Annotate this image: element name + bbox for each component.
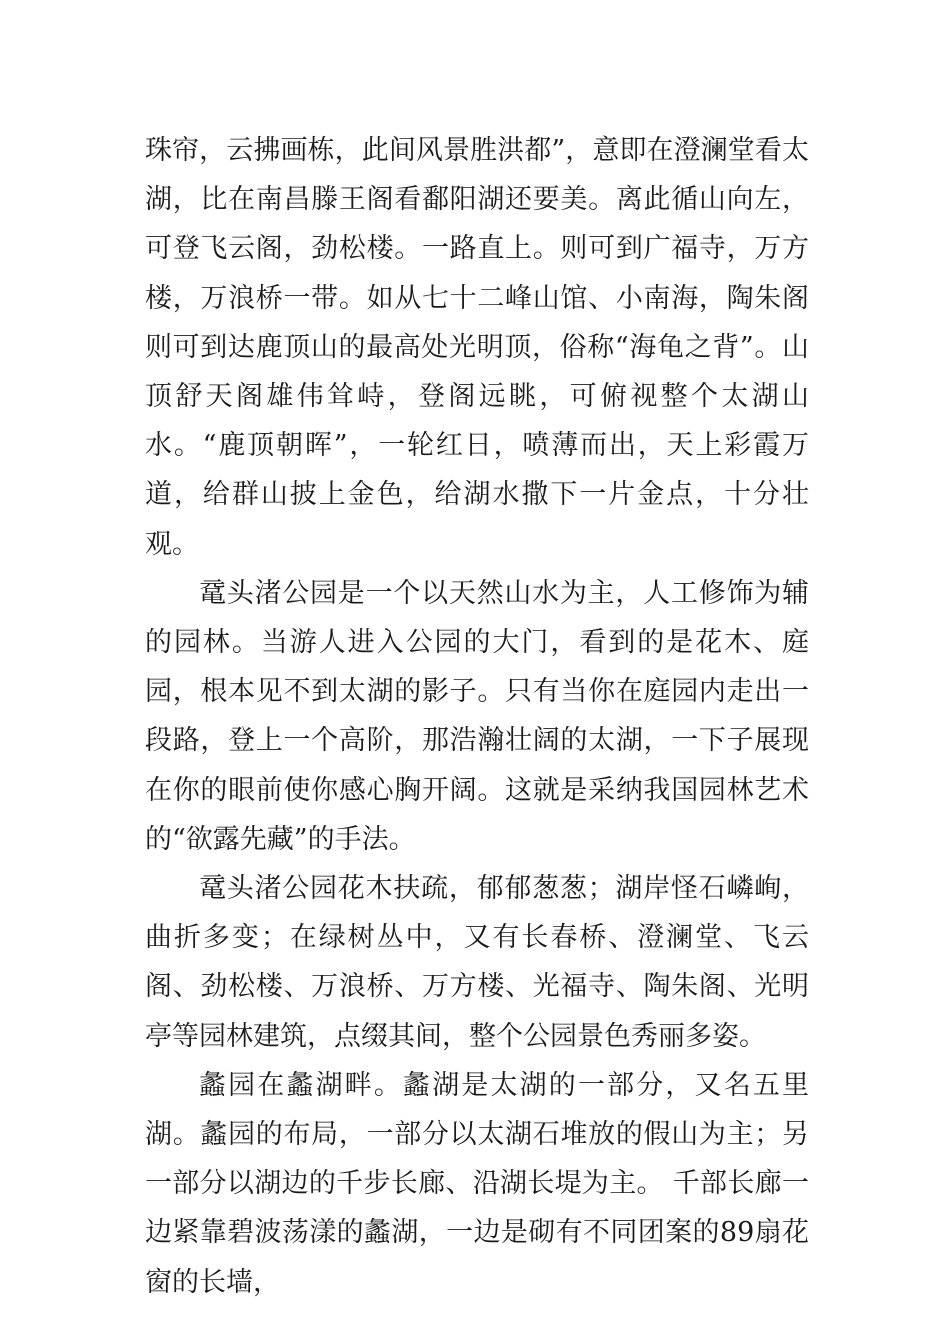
document-body — [145, 126, 809, 1307]
paragraph-3: 鼋头渚公园花木扶疏，郁郁葱葱；湖岸怪石嶙峋，曲折多变；在绿树丛中，又有长春桥、澄澜堂、飞云阁、劲松楼、万浪桥、万方楼、光福寺、陶朱阁、光明亭等园林建筑，点缀其间，整个公园景色秀丽多姿。 — [145, 873, 809, 1052]
paragraph-1: 珠帘，云拂画栋，此间风景胜洪都”，意即在澄澜堂看太湖，比在南昌滕王阁看鄱阳湖还要美。离此循山向左，可登飞云阁，劲松楼。一路直上。则可到广福寺，万方楼，万浪桥一带。如从七十二峰山馆、小南海，陶朱阁则可到达鹿顶山的最高处光明顶，俗称“海龟之背”。山顶舒天阁雄伟耸峙，登阁远眺，可俯视整个太湖山水。“鹿顶朝晖”，一轮红日，喷薄而出，天上彩霞万道，给群山披上金色，给湖水撒下一片金点，十分壮观。 — [145, 135, 809, 560]
paragraph-4: 蠡园在蠡湖畔。蠡湖是太湖的一部分，又名五里湖。蠡园的布局，一部分以太湖石堆放的假山为主；另一部分以湖边的千步长廊、沿湖长堤为主。 千部长廊一边紧靠碧波荡漾的蠡湖，一边是砌有不同团案的89扇花窗的长墙， — [145, 1069, 809, 1298]
paragraph-2: 鼋头渚公园是一个以天然山水为主，人工修饰为辅的园林。当游人进入公园的大门，看到的是花木、庭园，根本见不到太湖的影子。只有当你在庭园内走出一段路，登上一个高阶，那浩瀚壮阔的太湖，一下子展现在你的眼前使你感心胸开阔。这就是采纳我国园林艺术的“欲露先藏”的手法。 — [145, 577, 809, 855]
